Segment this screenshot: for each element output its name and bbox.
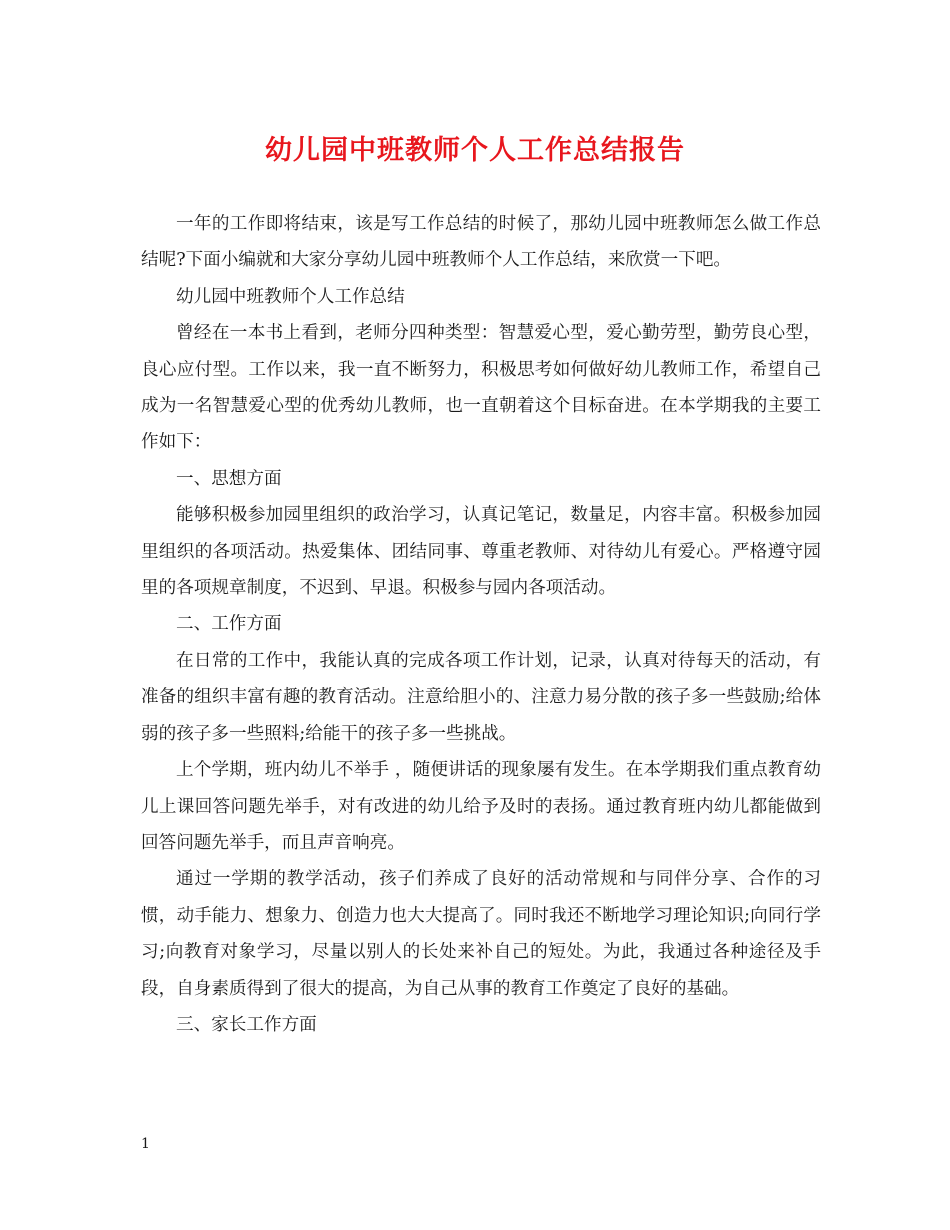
intro-paragraph: 一年的工作即将结束，该是写工作总结的时候了，那幼儿园中班教师怎么做工作总结呢?下面小编就和大家分享幼儿园中班教师个人工作总结，来欣赏一下吧。 [141, 214, 821, 271]
subtitle: 幼儿园中班教师个人工作总结 [176, 286, 405, 307]
document-title: 幼儿园中班教师个人工作总结报告 [265, 135, 685, 166]
paragraph-4: 上个学期，班内幼儿不举手 ，随便讲话的现象屡有发生。在本学期我们重点教育幼儿上课回答问题先举手，对有改进的幼儿给予及时的表扬。通过教育班内幼儿都能做到回答问题先举手，而且声音响亮。 [141, 760, 821, 853]
section-heading-3: 三、家长工作方面 [176, 1014, 317, 1035]
paragraph-3: 在日常的工作中，我能认真的完成各项工作计划，记录，认真对待每天的活动，有准备的组织丰富有趣的教育活动。注意给胆小的、注意力易分散的孩子多一些鼓励;给体弱的孩子多一些照料;给能干的孩子多一些挑战。 [141, 650, 821, 744]
section-heading-2: 二、工作方面 [176, 614, 282, 635]
paragraph-5: 通过一学期的教学活动，孩子们养成了良好的活动常规和与同伴分享、合作的习惯，动手能力、想象力、创造力也大大提高了。同时我还不断地学习理论知识;向同行学习;向教育对象学习，尽量以别人的长处来补自己的短处。为此，我通过各种途径及手段，自身素质得到了很大的提高，为自己从事的教育工作奠定了良好的基础。 [141, 869, 821, 999]
document-body [141, 206, 821, 1043]
page-number: 1 [141, 1136, 150, 1152]
paragraph-1: 曾经在一本书上看到，老师分四种类型：智慧爱心型，爱心勤劳型，勤劳良心型，良心应付型。工作以来，我一直不断努力，积极思考如何做好幼儿教师工作，希望自己成为一名智慧爱心型的优秀幼儿教师，也一直朝着这个目标奋进。在本学期我的主要工作如下： [141, 323, 821, 453]
section-heading-1: 一、思想方面 [176, 468, 282, 489]
paragraph-2: 能够积极参加园里组织的政治学习，认真记笔记，数量足，内容丰富。积极参加园里组织的各项活动。热爱集体、团结同事、尊重老教师、对待幼儿有爱心。严格遵守园里的各项规章制度，不迟到、早退。积极参与园内各项活动。 [141, 505, 821, 599]
